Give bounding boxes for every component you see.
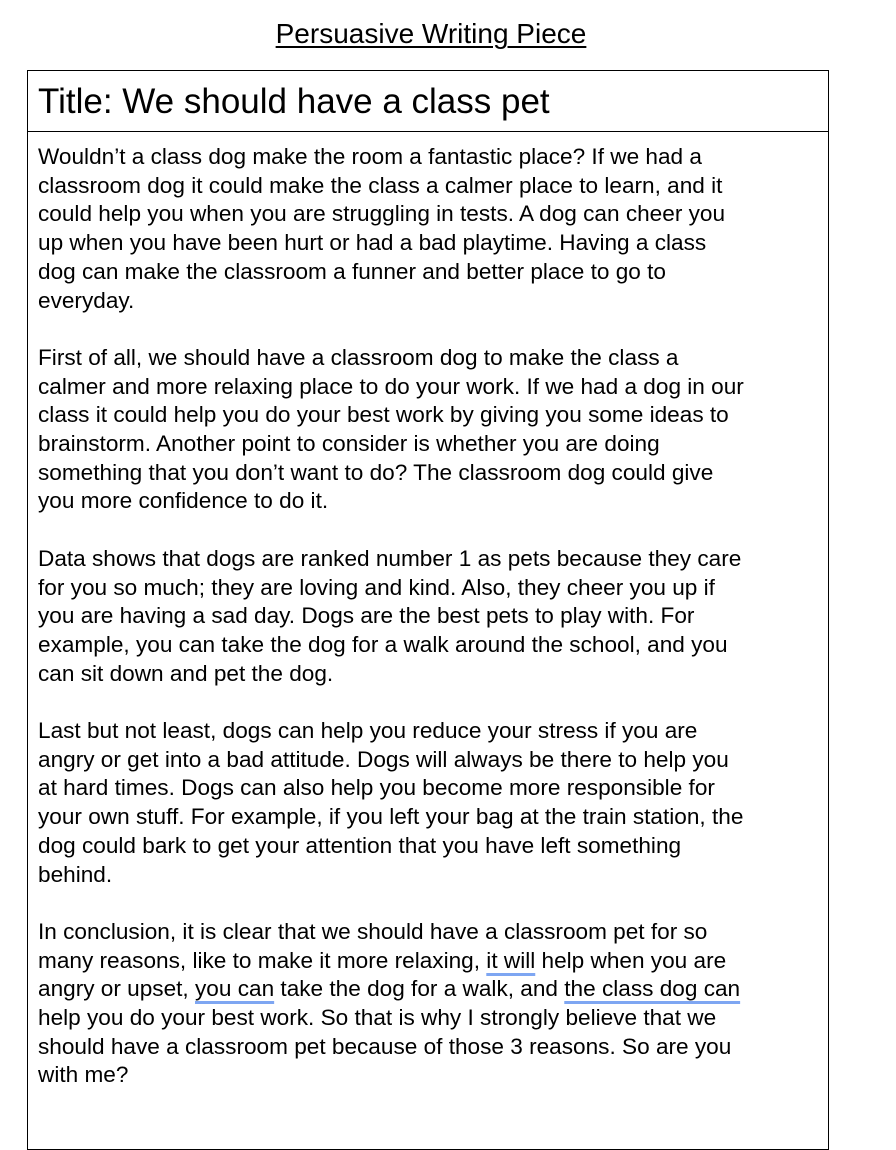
grammar-suggestion-underline[interactable]: the class dog can	[564, 976, 741, 1002]
paragraph-third-point: Last but not least, dogs can help you reduce your stress if you are angry or get into a bad attitude. Dogs will always be there to help you at hard times. Dogs can also help you become more responsible for your own stuff. For example, if you left your bag at the train station, the dog could bark to get your attention that you have left something behind.	[38, 718, 744, 887]
grammar-suggestion-underline[interactable]: it will	[486, 947, 536, 973]
paragraph-second-point: Data shows that dogs are ranked number 1 as pets because they care for you so much; they are loving and kind. Also, they cheer you up if you are having a sad day. Dogs are the best pets to play with. For example, you can take the dog for a walk around the school, and you can sit down and pet the dog.	[38, 545, 742, 686]
conclusion-text: help you do your best work. So that is why I strongly believe that we should have a classroom pet because of those 3 reasons. So are you with me?	[38, 1005, 732, 1088]
conclusion-text: take the dog for a walk, and	[274, 976, 565, 1002]
document-heading: Persuasive Writing Piece	[275, 18, 587, 49]
paragraph-introduction: Wouldn’t a class dog make the room a fantastic place? If we had a classroom dog it could make the class a calmer place to learn, and it could help you when you are struggling in tests. A dog can cheer you up when you have been hurt or had a bad playtime. Having a class dog can make the classroom a funner and better place to go to everyday.	[38, 144, 726, 313]
essay-title[interactable]: Title: We should have a class pet	[28, 71, 828, 132]
conclusion-text: help when you are angry or upset,	[38, 947, 727, 1002]
conclusion-text: In conclusion, it is clear that we should have a classroom pet for so many reasons, like to make it more relaxing,	[38, 918, 708, 973]
essay-body[interactable]	[28, 132, 828, 1090]
paragraph-first-point: First of all, we should have a classroom dog to make the class a calmer and more relaxing place to do your work. If we had a dog in our class it could help you do your best work by giving you some ideas to brainstorm. Another point to consider is whether you are doing something that you don’t want to do? The classroom dog could give you more confidence to do it.	[38, 344, 744, 514]
grammar-suggestion-underline[interactable]: you can	[195, 976, 275, 1002]
essay-box	[27, 70, 829, 1150]
paragraph-conclusion	[38, 918, 820, 1090]
